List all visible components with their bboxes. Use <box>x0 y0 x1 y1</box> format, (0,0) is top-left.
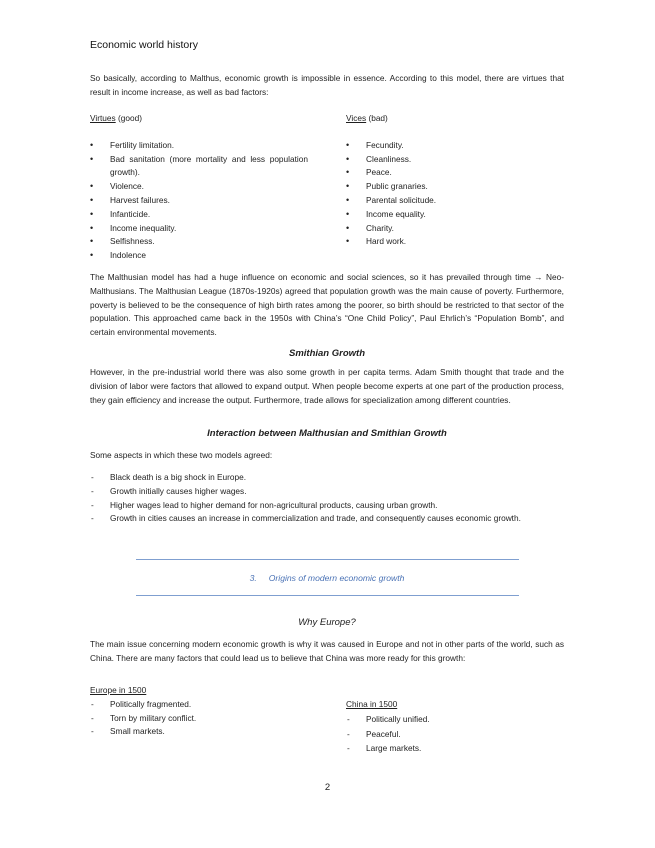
virtues-heading <box>90 112 308 126</box>
virtues-title: Virtues <box>90 113 116 123</box>
list-item: • Hard work. <box>346 235 564 249</box>
vices-heading <box>346 112 564 126</box>
list-item: • Income inequality. <box>90 222 308 236</box>
interaction-list <box>90 471 564 526</box>
virtues-qualifier: (good) <box>115 113 142 123</box>
section-title: Origins of modern economic growth <box>268 573 405 583</box>
section-top-rule <box>136 559 519 560</box>
china-1500-list <box>346 713 564 756</box>
malthusian-model-paragraph: The Malthusian model has had a huge influence on economic and social sciences, so it has prevailed through time → Neo-Malthusians. The Malthusian League (1870s-1920s) agreed that population growth was the main cause of poverty. Furthermore, poverty is believed to be the consequence of high birth rates among the poorer, so birth should be restricted to that sector of the population. This approached came back in the 1950s with China’s “One Child Policy”, Paul Ehrlich’s “Population Bomb”, and certain environmental movements. <box>90 272 564 338</box>
why-europe-heading: Why Europe? <box>298 617 356 628</box>
list-item: • Income equality. <box>346 208 564 222</box>
page-number: 2 <box>324 782 331 793</box>
list-item: - Growth in cities causes an increase in commercialization and trade, and consequently causes economic growth. <box>90 512 564 526</box>
list-item: • Bad sanitation (more mortality and less population growth). <box>90 153 308 181</box>
list-item: - Peaceful. <box>346 728 564 742</box>
virtues-column <box>90 112 308 263</box>
list-item: • Public granaries. <box>346 180 564 194</box>
list-item: - Large markets. <box>346 742 564 756</box>
list-item: • Violence. <box>90 180 308 194</box>
list-item: • Peace. <box>346 166 564 180</box>
list-item: - Black death is a big shock in Europe. <box>90 471 564 485</box>
vices-title: Vices <box>346 113 367 123</box>
section-heading <box>90 572 564 586</box>
running-header: Economic world history <box>90 39 198 51</box>
europe-1500-column <box>90 684 320 739</box>
interaction-heading: Interaction between Malthusian and Smithian Growth <box>207 428 447 439</box>
list-item: • Indolence <box>90 249 308 263</box>
vices-qualifier: (bad) <box>366 113 388 123</box>
interaction-intro: Some aspects in which these two models agreed: <box>90 450 273 460</box>
section-bottom-rule <box>136 595 519 596</box>
europe-1500-list <box>90 698 320 739</box>
section-number: 3. <box>249 573 257 583</box>
list-item: • Charity. <box>346 222 564 236</box>
list-item: - Politically fragmented. <box>90 698 320 712</box>
list-item: - Growth initially causes higher wages. <box>90 485 564 499</box>
list-item: - Torn by military conflict. <box>90 712 320 726</box>
vices-list <box>346 139 564 249</box>
list-item: • Fecundity. <box>346 139 564 153</box>
europe-1500-title: Europe in 1500 <box>90 685 147 695</box>
vices-column <box>346 112 564 249</box>
smithian-growth-heading: Smithian Growth <box>289 348 365 359</box>
list-item: • Harvest failures. <box>90 194 308 208</box>
list-item: • Parental solicitude. <box>346 194 564 208</box>
list-item: - Politically unified. <box>346 713 564 727</box>
list-item: - Higher wages lead to higher demand for non-agricultural products, causing urban growth. <box>90 499 564 513</box>
intro-paragraph: So basically, according to Malthus, economic growth is impossible in essence. According to this model, there are virtues that result in income increase, as well as bad factors: <box>90 73 564 97</box>
list-item: • Fertility limitation. <box>90 139 308 153</box>
list-item: • Selfishness. <box>90 235 308 249</box>
why-europe-paragraph: The main issue concerning modern economic growth is why it was caused in Europe and not in other parts of the world, such as China. There are many factors that could lead us to believe that China was more ready for this growth: <box>90 639 564 663</box>
china-1500-title: China in 1500 <box>346 699 398 709</box>
smithian-growth-paragraph: However, in the pre-industrial world there was also some growth in per capita terms. Adam Smith thought that trade and the division of labor were factors that allowed to expand output. When people become experts at one part of the production process, they gain efficiency and increase the output. Furthermore, trade allows for specialization among different countries. <box>90 367 564 405</box>
china-1500-column <box>346 698 564 756</box>
list-item: • Cleanliness. <box>346 153 564 167</box>
list-item: • Infanticide. <box>90 208 308 222</box>
list-item: - Small markets. <box>90 725 320 739</box>
virtues-list <box>90 139 308 263</box>
